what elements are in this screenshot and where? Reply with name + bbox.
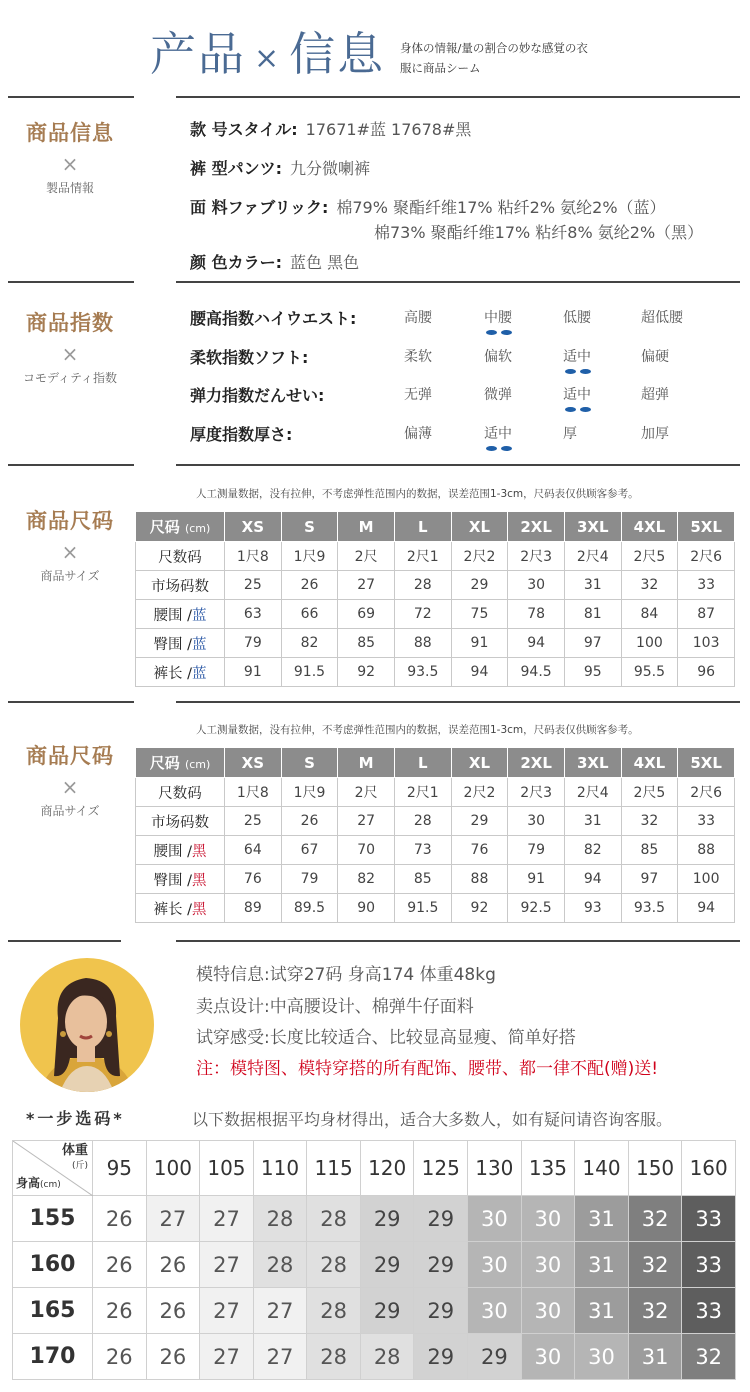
size-note: 人工测量数据，没有拉伸，不考虑弹性范围内的数据，误差范围1-3cm，尺码表仅供顾客参考。 xyxy=(196,724,639,736)
table-cell: 32 xyxy=(621,571,678,600)
weight-header: 110 xyxy=(253,1141,307,1196)
index-option: 微弹 xyxy=(484,387,512,403)
table-cell: 92.5 xyxy=(508,894,565,923)
table-cell: 94 xyxy=(451,658,508,687)
size-header: XS xyxy=(225,748,282,778)
page-subtitle xyxy=(400,38,588,78)
table-cell: 76 xyxy=(225,865,282,894)
size-cell: 30 xyxy=(468,1242,522,1288)
size-cell: 28 xyxy=(360,1334,414,1380)
table-cell: 78 xyxy=(508,600,565,629)
size-header: L xyxy=(394,512,451,542)
size-cell: 33 xyxy=(682,1242,736,1288)
table-cell: 29 xyxy=(451,571,508,600)
size-cell: 29 xyxy=(360,1242,414,1288)
row-header: 臀围 /蓝 xyxy=(136,629,225,658)
section-subtitle: 製品情報 xyxy=(45,181,94,195)
table-cell: 1尺8 xyxy=(225,542,282,571)
table-row xyxy=(136,658,735,687)
cross-icon: × xyxy=(61,540,79,564)
row-header: 裤长 /黑 xyxy=(136,894,225,923)
info-value: 17671#蓝 17678#黑 xyxy=(305,120,472,139)
divider xyxy=(176,940,740,942)
size-cell: 33 xyxy=(682,1288,736,1334)
table-cell: 69 xyxy=(338,600,395,629)
size-cell: 28 xyxy=(307,1196,361,1242)
size-cell: 29 xyxy=(414,1334,468,1380)
size-cell: 26 xyxy=(93,1334,147,1380)
table-cell: 94 xyxy=(564,865,621,894)
table-cell: 28 xyxy=(394,807,451,836)
size-pick-grid xyxy=(12,1140,736,1380)
title-part-a: 产品 xyxy=(150,27,246,81)
row-header: 市场码数 xyxy=(136,571,225,600)
height-header: 160 xyxy=(13,1242,93,1288)
index-label: 弹力指数だんせい: xyxy=(190,386,325,405)
row-header: 腰围 /蓝 xyxy=(136,600,225,629)
index-option: 中腰 xyxy=(484,310,512,326)
size-cell: 26 xyxy=(93,1242,147,1288)
size-cell: 31 xyxy=(575,1288,629,1334)
size-header: M xyxy=(338,748,395,778)
index-option: 低腰 xyxy=(563,310,591,326)
index-option: 无弹 xyxy=(404,387,432,403)
table-cell: 85 xyxy=(338,629,395,658)
weight-header: 105 xyxy=(200,1141,254,1196)
cross-icon: × xyxy=(61,775,79,799)
weight-header: 120 xyxy=(360,1141,414,1196)
table-cell: 91.5 xyxy=(394,894,451,923)
table-cell: 79 xyxy=(508,836,565,865)
title-separator: × xyxy=(254,40,282,76)
table-cell: 81 xyxy=(564,600,621,629)
table-cell: 2尺1 xyxy=(394,778,451,807)
section-title: 商品指数 xyxy=(26,311,114,335)
size-cell: 30 xyxy=(468,1196,522,1242)
table-cell: 32 xyxy=(621,807,678,836)
row-header: 腰围 /黑 xyxy=(136,836,225,865)
size-cell: 28 xyxy=(253,1196,307,1242)
table-cell: 26 xyxy=(281,571,338,600)
table-cell: 28 xyxy=(394,571,451,600)
weight-header: 140 xyxy=(575,1141,629,1196)
row-header: 尺数码 xyxy=(136,542,225,571)
size-header: S xyxy=(281,512,338,542)
size-cell: 29 xyxy=(360,1196,414,1242)
table-cell: 85 xyxy=(394,865,451,894)
table-cell: 29 xyxy=(451,807,508,836)
product-index-label xyxy=(0,307,140,386)
size-cell: 29 xyxy=(360,1288,414,1334)
table-cell: 2尺4 xyxy=(564,542,621,571)
divider xyxy=(176,281,740,283)
table-cell: 85 xyxy=(621,836,678,865)
index-option: 偏软 xyxy=(484,349,512,365)
table-cell: 88 xyxy=(678,836,735,865)
table-cell: 2尺6 xyxy=(678,778,735,807)
model-info: 模特信息:试穿27码 身高174 体重48kg xyxy=(196,965,496,985)
selected-marker-icon xyxy=(486,446,512,452)
info-value: 棉79% 聚酯纤维17% 粘纤2% 氨纶2%（蓝） xyxy=(336,198,666,217)
size-cell: 30 xyxy=(468,1288,522,1334)
size-cell: 33 xyxy=(682,1196,736,1242)
table-row xyxy=(136,571,735,600)
table-cell: 92 xyxy=(338,658,395,687)
table-cell: 73 xyxy=(394,836,451,865)
size-cell: 28 xyxy=(253,1242,307,1288)
info-key: 款 号スタイル: xyxy=(190,120,298,139)
table-cell: 64 xyxy=(225,836,282,865)
table-cell: 33 xyxy=(678,571,735,600)
table-cell: 27 xyxy=(338,807,395,836)
weight-header: 115 xyxy=(307,1141,361,1196)
size-header: 3XL xyxy=(564,512,621,542)
size-cell: 31 xyxy=(575,1242,629,1288)
divider xyxy=(176,464,740,466)
model-notice: 注：模特图、模特穿搭的所有配饰、腰带、都一律不配(赠)送! xyxy=(196,1059,659,1079)
subtitle-line-2: 服に商品シーム xyxy=(400,61,481,75)
size-header: 3XL xyxy=(564,748,621,778)
size-header: XL xyxy=(451,748,508,778)
size-cell: 29 xyxy=(414,1288,468,1334)
table-cell: 76 xyxy=(451,836,508,865)
selected-marker-icon xyxy=(486,330,512,336)
section-subtitle: コモディティ指数 xyxy=(22,371,118,385)
weight-header: 150 xyxy=(628,1141,682,1196)
index-option: 加厚 xyxy=(641,426,669,442)
size-header: 4XL xyxy=(621,748,678,778)
index-option: 厚 xyxy=(563,426,577,442)
index-option: 高腰 xyxy=(404,310,432,326)
size-cell: 27 xyxy=(200,1196,254,1242)
index-option: 柔软 xyxy=(404,349,432,365)
size-black-label xyxy=(0,740,140,819)
table-row xyxy=(136,836,735,865)
table-cell: 94 xyxy=(508,629,565,658)
size-pick-description: 以下数据根据平均身材得出，适合大多数人，如有疑问请咨询客服。 xyxy=(192,1110,673,1129)
info-key: 裤 型パンツ: xyxy=(190,159,282,178)
size-header: S xyxy=(281,748,338,778)
table-row xyxy=(136,807,735,836)
size-header: XS xyxy=(225,512,282,542)
table-cell: 84 xyxy=(621,600,678,629)
height-row xyxy=(13,1242,736,1288)
model-fit-feeling: 试穿感受:长度比较适合、比较显高显瘦、简单好搭 xyxy=(196,1028,576,1048)
table-cell: 94 xyxy=(678,894,735,923)
size-cell: 26 xyxy=(93,1196,147,1242)
index-label: 厚度指数厚さ: xyxy=(190,425,293,444)
table-row xyxy=(136,629,735,658)
weight-header: 100 xyxy=(146,1141,200,1196)
divider xyxy=(176,96,740,98)
table-cell: 89 xyxy=(225,894,282,923)
row-header: 裤长 /蓝 xyxy=(136,658,225,687)
weight-header-row xyxy=(13,1141,736,1196)
product-info-label xyxy=(0,117,140,196)
table-cell: 2尺1 xyxy=(394,542,451,571)
table-cell: 88 xyxy=(451,865,508,894)
table-row xyxy=(136,865,735,894)
table-cell: 97 xyxy=(621,865,678,894)
weight-header: 130 xyxy=(468,1141,522,1196)
corner-height-label: 身高 xyxy=(16,1176,41,1190)
size-cell: 27 xyxy=(253,1288,307,1334)
divider xyxy=(8,940,121,942)
table-cell: 89.5 xyxy=(281,894,338,923)
index-option: 适中 xyxy=(563,387,591,403)
table-row xyxy=(136,894,735,923)
size-cell: 30 xyxy=(521,1288,575,1334)
table-cell: 72 xyxy=(394,600,451,629)
size-header: XL xyxy=(451,512,508,542)
corner-weight-label: 体重 xyxy=(61,1143,88,1158)
divider xyxy=(8,96,134,98)
info-value-fabric-2: 棉73% 聚酯纤维17% 粘纤8% 氨纶2%（黑） xyxy=(374,223,704,242)
size-cell: 26 xyxy=(146,1242,200,1288)
title-part-b: 信息 xyxy=(289,27,386,81)
table-cell: 75 xyxy=(451,600,508,629)
size-cell: 31 xyxy=(575,1196,629,1242)
corner-height-unit: (cm) xyxy=(40,1180,61,1190)
index-option: 适中 xyxy=(563,349,591,365)
table-cell: 2尺5 xyxy=(621,542,678,571)
size-table-black xyxy=(135,747,735,923)
table-cell: 27 xyxy=(338,571,395,600)
table-cell: 67 xyxy=(281,836,338,865)
height-header: 155 xyxy=(13,1196,93,1242)
height-row xyxy=(13,1334,736,1380)
size-cell: 32 xyxy=(628,1196,682,1242)
table-cell: 26 xyxy=(281,807,338,836)
size-header: 5XL xyxy=(678,748,735,778)
index-option: 超弹 xyxy=(641,387,669,403)
table-cell: 92 xyxy=(451,894,508,923)
size-cell: 31 xyxy=(628,1334,682,1380)
table-cell: 91 xyxy=(451,629,508,658)
table-cell: 2尺2 xyxy=(451,542,508,571)
cross-icon: × xyxy=(61,342,79,366)
table-cell: 96 xyxy=(678,658,735,687)
divider xyxy=(8,464,134,466)
table-cell: 93.5 xyxy=(621,894,678,923)
table-cell: 31 xyxy=(564,571,621,600)
size-cell: 29 xyxy=(414,1196,468,1242)
row-header: 臀围 /黑 xyxy=(136,865,225,894)
size-cell: 30 xyxy=(521,1334,575,1380)
size-cell: 26 xyxy=(146,1288,200,1334)
table-cell: 100 xyxy=(621,629,678,658)
table-cell: 93.5 xyxy=(394,658,451,687)
size-header: 2XL xyxy=(508,748,565,778)
section-title: 商品尺码 xyxy=(26,509,114,533)
info-row-color xyxy=(190,250,359,273)
size-cell: 29 xyxy=(414,1242,468,1288)
table-cell: 30 xyxy=(508,807,565,836)
table-cell: 25 xyxy=(225,571,282,600)
size-header-row xyxy=(136,748,735,778)
section-title: 商品尺码 xyxy=(26,744,114,768)
index-label: 腰高指数ハイウエスト: xyxy=(190,309,357,328)
corner-weight-unit: (斤) xyxy=(71,1161,88,1171)
section-title: 商品信息 xyxy=(26,121,114,145)
size-cell: 30 xyxy=(521,1196,575,1242)
table-cell: 2尺3 xyxy=(508,542,565,571)
table-cell: 25 xyxy=(225,807,282,836)
size-cell: 27 xyxy=(200,1288,254,1334)
weight-header: 160 xyxy=(682,1141,736,1196)
table-row xyxy=(136,778,735,807)
table-cell: 1尺8 xyxy=(225,778,282,807)
table-cell: 100 xyxy=(678,865,735,894)
size-cell: 32 xyxy=(628,1242,682,1288)
table-cell: 91 xyxy=(225,658,282,687)
weight-header: 135 xyxy=(521,1141,575,1196)
divider xyxy=(8,701,134,703)
table-cell: 2尺3 xyxy=(508,778,565,807)
size-header: M xyxy=(338,512,395,542)
table-cell: 87 xyxy=(678,600,735,629)
size-header: L xyxy=(394,748,451,778)
table-cell: 88 xyxy=(394,629,451,658)
info-row-style xyxy=(190,117,471,140)
size-cell: 32 xyxy=(628,1288,682,1334)
info-key: 面 料ファブリック: xyxy=(190,198,329,217)
height-row xyxy=(13,1288,736,1334)
index-option: 超低腰 xyxy=(641,310,683,326)
index-option: 偏硬 xyxy=(641,349,669,365)
page-title xyxy=(150,18,385,84)
table-cell: 2尺2 xyxy=(451,778,508,807)
size-cell: 29 xyxy=(468,1334,522,1380)
model-avatar xyxy=(20,958,154,1092)
selected-marker-icon xyxy=(565,369,591,375)
size-header-row xyxy=(136,512,735,542)
size-cell: 27 xyxy=(146,1196,200,1242)
model-selling-point: 卖点设计:中高腰设计、棉弹牛仔面料 xyxy=(196,997,474,1017)
index-option: 适中 xyxy=(484,426,512,442)
row-header: 市场码数 xyxy=(136,807,225,836)
table-cell: 95 xyxy=(564,658,621,687)
table-cell: 91.5 xyxy=(281,658,338,687)
section-subtitle: 商品サイズ xyxy=(40,569,100,583)
size-cell: 28 xyxy=(307,1242,361,1288)
table-cell: 1尺9 xyxy=(281,542,338,571)
index-option: 偏薄 xyxy=(404,426,432,442)
table-cell: 31 xyxy=(564,807,621,836)
table-cell: 1尺9 xyxy=(281,778,338,807)
table-cell: 103 xyxy=(678,629,735,658)
subtitle-line-1: 身体の情報/量の割合の妙な感覚の衣 xyxy=(400,41,588,55)
size-cell: 30 xyxy=(521,1242,575,1288)
size-table-blue xyxy=(135,511,735,687)
table-row xyxy=(136,542,735,571)
size-cell: 32 xyxy=(682,1334,736,1380)
cross-icon: × xyxy=(61,152,79,176)
table-cell: 66 xyxy=(281,600,338,629)
size-header-label: 尺码 (cm) xyxy=(136,512,225,542)
table-cell: 79 xyxy=(281,865,338,894)
selected-marker-icon xyxy=(565,407,591,413)
table-cell: 93 xyxy=(564,894,621,923)
size-header-label: 尺码 (cm) xyxy=(136,748,225,778)
divider xyxy=(8,281,134,283)
size-cell: 26 xyxy=(146,1334,200,1380)
height-row xyxy=(13,1196,736,1242)
table-cell: 91 xyxy=(508,865,565,894)
weight-header: 95 xyxy=(93,1141,147,1196)
size-header: 2XL xyxy=(508,512,565,542)
table-cell: 82 xyxy=(338,865,395,894)
size-cell: 27 xyxy=(200,1334,254,1380)
table-cell: 82 xyxy=(281,629,338,658)
table-cell: 90 xyxy=(338,894,395,923)
table-cell: 2尺4 xyxy=(564,778,621,807)
grid-corner xyxy=(13,1141,93,1196)
info-key: 颜 色カラー: xyxy=(190,253,282,272)
table-cell: 63 xyxy=(225,600,282,629)
table-cell: 95.5 xyxy=(621,658,678,687)
table-cell: 2尺 xyxy=(338,778,395,807)
table-cell: 2尺5 xyxy=(621,778,678,807)
size-note: 人工测量数据，没有拉伸，不考虑弹性范围内的数据，误差范围1-3cm，尺码表仅供顾客参考。 xyxy=(196,488,639,500)
table-cell: 79 xyxy=(225,629,282,658)
table-cell: 2尺 xyxy=(338,542,395,571)
info-value: 九分微喇裤 xyxy=(289,159,370,178)
size-cell: 27 xyxy=(200,1242,254,1288)
table-cell: 82 xyxy=(564,836,621,865)
page-header xyxy=(0,0,750,96)
divider xyxy=(176,701,740,703)
table-cell: 94.5 xyxy=(508,658,565,687)
table-cell: 2尺6 xyxy=(678,542,735,571)
table-row xyxy=(136,600,735,629)
index-label: 柔软指数ソフト: xyxy=(190,348,309,367)
height-header: 165 xyxy=(13,1288,93,1334)
size-pick-title: *一步选码* xyxy=(26,1109,125,1128)
table-cell: 97 xyxy=(564,629,621,658)
size-header: 5XL xyxy=(678,512,735,542)
info-row-pants xyxy=(190,156,370,179)
size-cell: 26 xyxy=(93,1288,147,1334)
table-cell: 33 xyxy=(678,807,735,836)
height-header: 170 xyxy=(13,1334,93,1380)
section-subtitle: 商品サイズ xyxy=(40,804,100,818)
size-header: 4XL xyxy=(621,512,678,542)
table-cell: 70 xyxy=(338,836,395,865)
table-cell: 30 xyxy=(508,571,565,600)
size-cell: 28 xyxy=(307,1334,361,1380)
weight-header: 125 xyxy=(414,1141,468,1196)
size-cell: 30 xyxy=(575,1334,629,1380)
info-row-fabric xyxy=(190,195,666,218)
model-photo-illustration xyxy=(20,958,154,1092)
size-cell: 27 xyxy=(253,1334,307,1380)
size-cell: 28 xyxy=(307,1288,361,1334)
size-blue-label xyxy=(0,505,140,584)
row-header: 尺数码 xyxy=(136,778,225,807)
info-value: 蓝色 黑色 xyxy=(289,253,360,272)
